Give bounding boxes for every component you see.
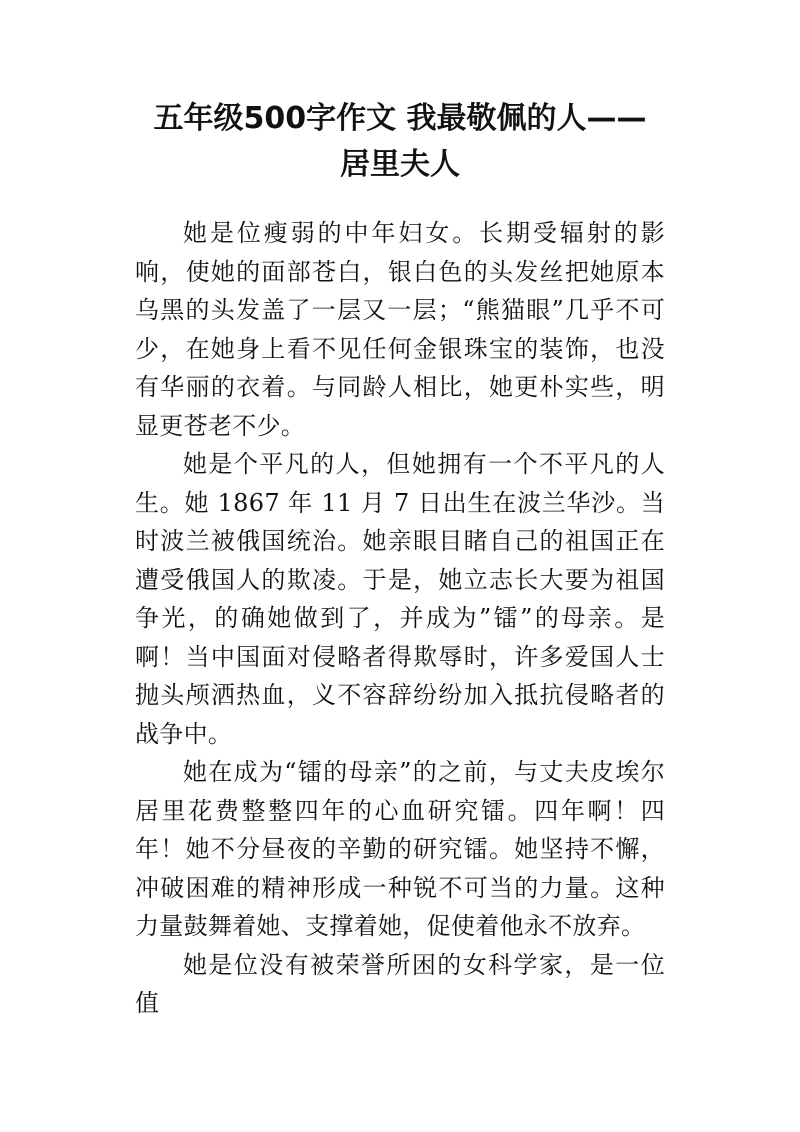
- title-line-1: 五年级500字作文 我最敬佩的人——: [153, 101, 647, 136]
- document-body: [135, 214, 665, 1023]
- paragraph-4: 她是位没有被荣誉所困的女科学家，是一位值: [135, 950, 665, 1017]
- paragraph-1: 她是位瘦弱的中年妇女。长期受辐射的影响，使她的面部苍白，银白色的头发丝把她原本乌黑的头发盖了一层又一层；“熊猫眼”几乎不可少，在她身上看不见任何金银珠宝的装饰，也没有华丽的衣着。与同龄人相比，她更朴实些，明显更苍老不少。: [135, 219, 665, 440]
- paragraph-3: 她在成为“镭的母亲”的之前，与丈夫皮埃尔居里花费整整四年的心血研究镭。四年啊！四年！她不分昼夜的辛勤的研究镭。她坚持不懈，冲破困难的精神形成一种锐不可当的力量。这种力量鼓舞着她、支撑着她，促使着他永不放弃。: [135, 758, 665, 940]
- paragraph-2: 她是个平凡的人，但她拥有一个不平凡的人生。她 1867 年 11 月 7 日出生在波兰华沙。当时波兰被俄国统治。她亲眼目睹自己的祖国正在遭受俄国人的欺凌。于是，她立志长大要为祖国争光，的确她做到了，并成为”镭”的母亲。是啊！当中国面对侵略者得欺辱时，许多爱国人士抛头颅洒热血，义不容辞纷纷加入抵抗侵略者的战争中。: [135, 450, 665, 748]
- title-line-2: 居里夫人: [340, 147, 460, 182]
- document-title: [100, 96, 700, 188]
